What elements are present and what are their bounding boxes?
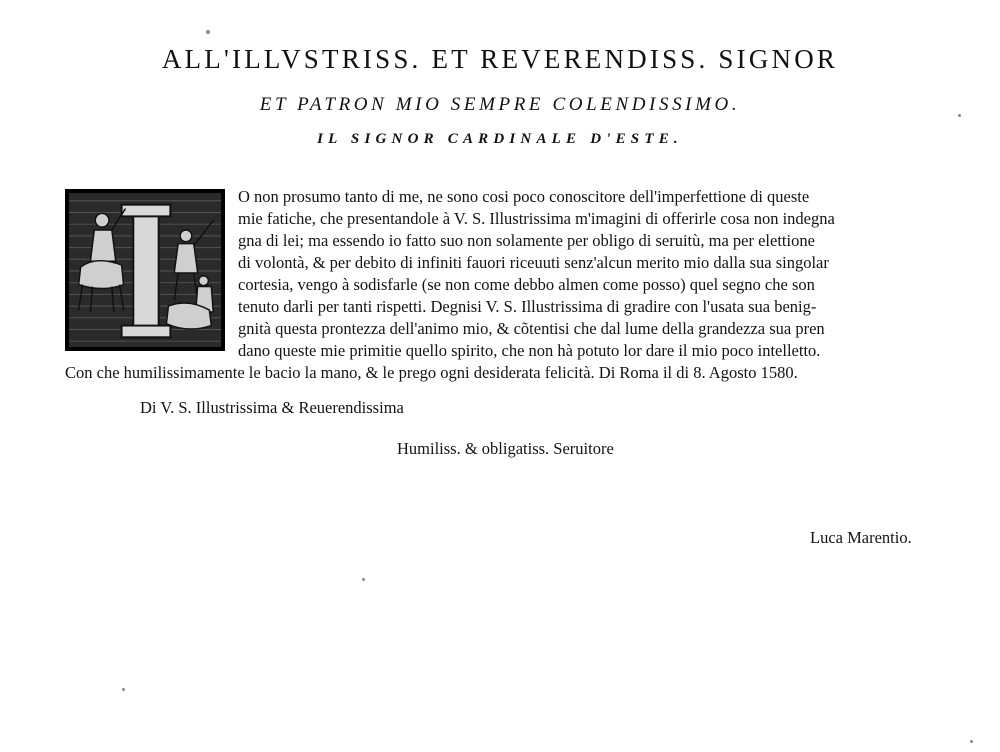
paper-speck <box>970 740 973 743</box>
paper-speck <box>362 578 365 581</box>
signature: Luca Marentio. <box>810 528 912 547</box>
dedication-title-line-2: ET PATRON MIO SEMPRE COLENDISSIMO. <box>259 94 741 115</box>
paper-speck <box>122 688 125 691</box>
dedication-line-2: mie fatiche, che presentandole à V. S. Illustrissima m'imagini di offerirle cosa non indegna <box>238 209 835 228</box>
paper-speck <box>206 30 210 34</box>
dedication-body <box>65 186 975 386</box>
dedication-line-6: tenuto darli per tanti rispetti. Degnisi V. S. Illustrissima di gradire con l'usata sua benig- <box>238 297 817 316</box>
dedication-line-9: Con che humilissimamente le bacio la mano, & le prego ogni desiderata felicità. Di Roma il di 8. Agosto 1580. <box>65 363 798 382</box>
dedication-line-5: cortesia, vengo à sodisfarle (se non come debbo almen come posso) quel segno che son <box>238 275 815 294</box>
closing-salutation: Di V. S. Illustrissima & Reuerendissima <box>140 398 404 417</box>
dedication-line-4: di volontà, & per debito di infiniti fauori riceuuti senz'alcun merito mio dalla sua singolar <box>238 253 829 272</box>
dedication-title-line-1: ALL'ILLVSTRISS. ET REVERENDISS. SIGNOR <box>161 44 839 74</box>
dedication-line-3: gna di lei; ma essendo io fatto suo non solamente per obligo di seruitù, ma per elettione <box>238 231 815 250</box>
woodcut-initial-icon <box>65 189 225 351</box>
dedication-line-1: O non prosumo tanto di me, ne sono cosi poco conoscitore dell'imperfettione di queste <box>238 187 810 206</box>
dedication-line-7: gnità questa prontezza dell'animo mio, & cõtentisi che dal lume della grandezza sua pren <box>238 319 825 338</box>
dedication-line-8: dano queste mie primitie quello spirito, che non hà potuto lor dare il mio poco intelletto. <box>238 341 821 360</box>
closing-servant: Humiliss. & obligatiss. Seruitore <box>397 439 614 458</box>
dedication-title-line-3: IL SIGNOR CARDINALE D'ESTE. <box>317 131 683 147</box>
paper-speck <box>958 114 961 117</box>
